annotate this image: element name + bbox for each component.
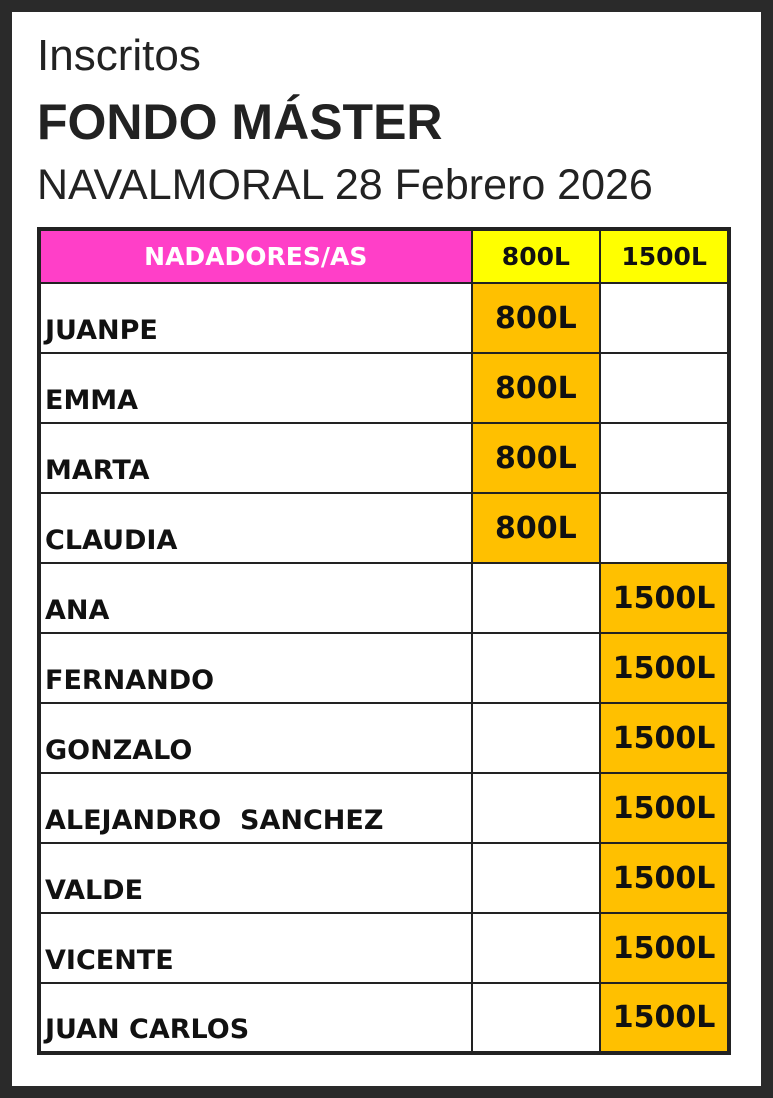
entry-1500l: 1500L [600, 633, 729, 703]
swimmer-name: EMMA [39, 353, 472, 423]
table-row [39, 493, 729, 563]
entry-800l [472, 983, 601, 1053]
swimmer-name: MARTA [39, 423, 472, 493]
entry-800l [472, 703, 601, 773]
swimmer-name: CLAUDIA [39, 493, 472, 563]
entries-table [37, 227, 731, 1055]
entry-1500l [600, 493, 729, 563]
entry-800l [472, 563, 601, 633]
swimmer-name: ALEJANDRO SANCHEZ [39, 773, 472, 843]
table-row [39, 633, 729, 703]
page-title: FONDO MÁSTER [37, 94, 443, 150]
entry-800l: 800L [472, 353, 601, 423]
entry-1500l: 1500L [600, 983, 729, 1053]
entry-1500l: 1500L [600, 913, 729, 983]
entry-800l: 800L [472, 283, 601, 353]
swimmer-name: JUAN CARLOS [39, 983, 472, 1053]
swimmer-name: GONZALO [39, 703, 472, 773]
table-row [39, 843, 729, 913]
table-header-row [39, 229, 729, 283]
entry-800l [472, 633, 601, 703]
table-row [39, 423, 729, 493]
subtitle-inscritos: Inscritos [37, 31, 201, 80]
event-location-date: NAVALMORAL 28 Febrero 2026 [37, 161, 653, 209]
entry-1500l [600, 283, 729, 353]
table-row [39, 563, 729, 633]
swimmer-name: FERNANDO [39, 633, 472, 703]
entries-sheet [12, 12, 761, 1086]
swimmer-name: ANA [39, 563, 472, 633]
table-row [39, 983, 729, 1053]
entry-800l: 800L [472, 493, 601, 563]
table-row [39, 773, 729, 843]
entry-800l: 800L [472, 423, 601, 493]
swimmer-name: VALDE [39, 843, 472, 913]
column-header-1500l: 1500L [600, 229, 729, 283]
swimmer-name: JUANPE [39, 283, 472, 353]
entry-1500l [600, 353, 729, 423]
entry-800l [472, 913, 601, 983]
table-row [39, 283, 729, 353]
entry-1500l [600, 423, 729, 493]
column-header-800l: 800L [472, 229, 601, 283]
table-row [39, 353, 729, 423]
column-header-swimmers: NADADORES/AS [39, 229, 472, 283]
entry-800l [472, 773, 601, 843]
entry-1500l: 1500L [600, 843, 729, 913]
entry-1500l: 1500L [600, 703, 729, 773]
table-row [39, 913, 729, 983]
entry-1500l: 1500L [600, 773, 729, 843]
table-row [39, 703, 729, 773]
entry-800l [472, 843, 601, 913]
entry-1500l: 1500L [600, 563, 729, 633]
swimmer-name: VICENTE [39, 913, 472, 983]
